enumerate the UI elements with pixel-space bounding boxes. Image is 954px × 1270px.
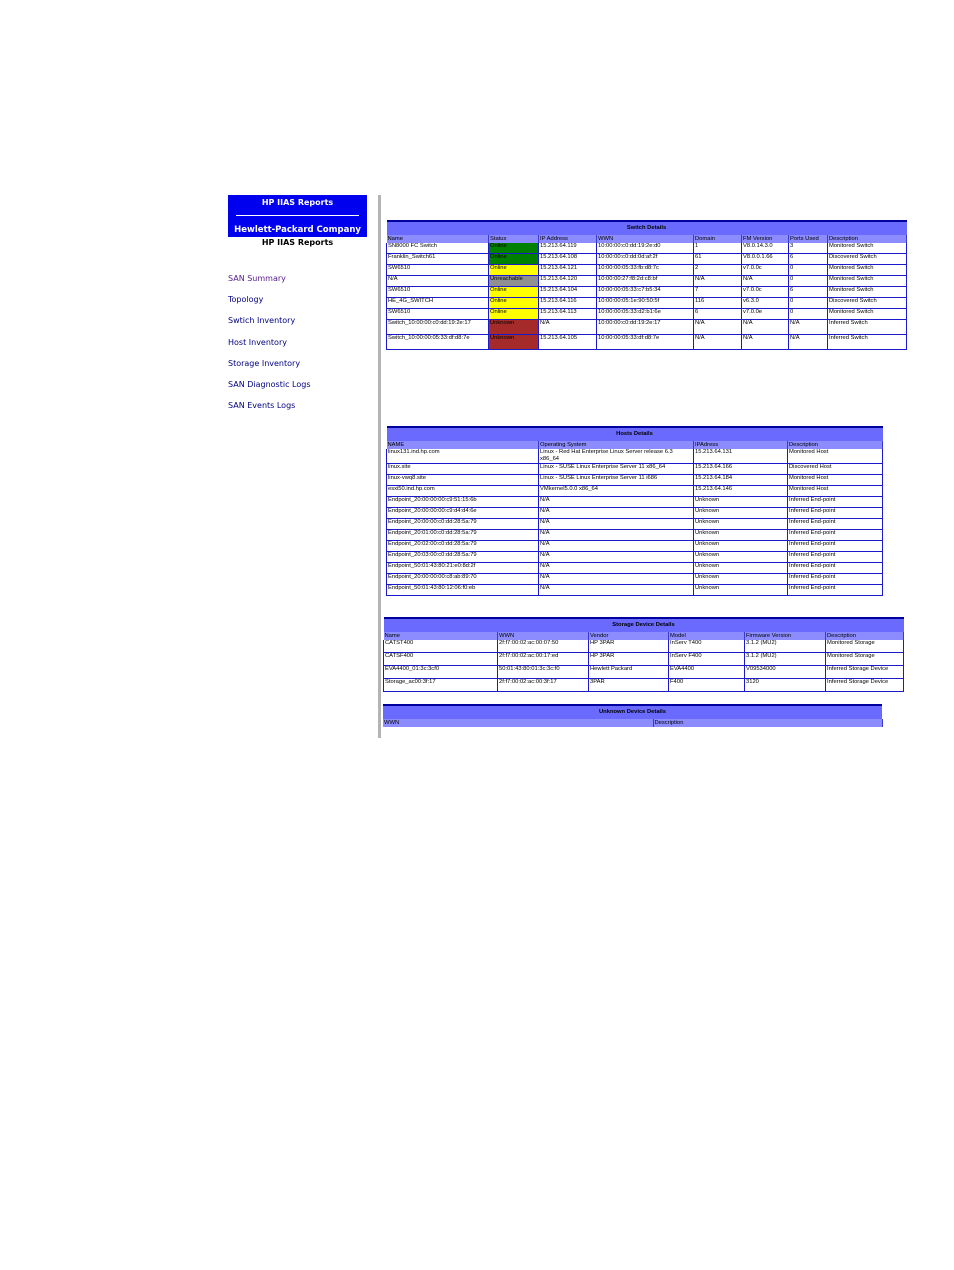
table-cell-desc: Inferred Storage Device — [826, 679, 904, 692]
table-cell-ip: Unknown — [694, 574, 788, 585]
table-row — [387, 265, 907, 276]
table-cell-name: N/A — [387, 276, 489, 287]
table-cell-name: EVA4400_01:3c:3cf0 — [384, 666, 498, 679]
table-cell-domain: N/A — [694, 320, 742, 335]
storage-details-caption: Storage Device Details — [384, 618, 904, 632]
table-cell-fm: V8.0.14.3.0 — [742, 243, 789, 254]
table-cell-wwn: 2f:f7:00:02:ac:00:17:ed — [498, 653, 589, 666]
column-header: Domain — [694, 235, 742, 243]
hosts-details-caption: Hosts Details — [387, 427, 883, 441]
table-cell-ports: 0 — [789, 265, 828, 276]
table-cell-fw: 3120 — [745, 679, 826, 692]
table-cell-desc: Inferred End-point — [788, 552, 883, 563]
table-cell-desc: Inferred Switch — [828, 335, 907, 350]
table-cell-wwn: 10:00:00:27:f8:2d:c8:bf — [597, 276, 694, 287]
table-cell-ports: 6 — [789, 287, 828, 298]
table-cell-desc: Monitored Host — [788, 449, 883, 464]
table-cell-desc: Monitored Host — [788, 475, 883, 486]
table-cell-name: linux.site — [387, 464, 539, 475]
table-row — [387, 530, 883, 541]
sidebar-nav — [228, 274, 310, 422]
table-cell-model: InServ F400 — [669, 653, 745, 666]
table-cell-fw: 3.1.2 (MU2) — [745, 653, 826, 666]
table-cell-fm: V8.0.0.1.66 — [742, 254, 789, 265]
table-row — [387, 254, 907, 265]
banner-divider — [236, 215, 359, 216]
table-cell-name: Endpoint_20:03:00:c0:dd:28:5a:79 — [387, 552, 539, 563]
table-cell-ip: 15.213.64.119 — [539, 243, 597, 254]
table-cell-domain: N/A — [694, 276, 742, 287]
table-cell-fm: v7.0.0e — [742, 309, 789, 320]
table-cell-wwn: 2f:f7:00:02:ac:00:07:50 — [498, 640, 589, 653]
table-row — [387, 486, 883, 497]
table-row — [387, 335, 907, 350]
table-row — [387, 287, 907, 298]
table-row — [387, 298, 907, 309]
table-cell-os: Linux - SUSE Linux Enterprise Server 11 i686 — [539, 475, 694, 486]
column-header: IPAdress — [694, 441, 788, 449]
table-cell-desc: Inferred End-point — [788, 530, 883, 541]
table-cell-desc: Monitored Storage — [826, 640, 904, 653]
table-cell-desc: Discovered Switch — [828, 298, 907, 309]
switch-details-table — [386, 220, 907, 350]
table-cell-name: SN8000 FC Switch — [387, 243, 489, 254]
table-cell-ip: 15.213.64.131 — [694, 449, 788, 464]
table-cell-ports: 3 — [789, 243, 828, 254]
table-cell-name: Switch_10:00:00:05:33:df:d8:7e — [387, 335, 489, 350]
table-cell-name: Endpoint_20:00:00:00:c9:d4:d4:6e — [387, 508, 539, 519]
table-cell-wwn: 10:00:00:05:33:d2:b1:6e — [597, 309, 694, 320]
table-cell-ports: 6 — [789, 254, 828, 265]
column-header: WWN — [383, 719, 653, 727]
table-cell-ports: N/A — [789, 320, 828, 335]
nav-link-topology[interactable]: Topology — [228, 295, 264, 305]
switch-details-panel — [386, 220, 882, 350]
table-cell-desc: Inferred End-point — [788, 508, 883, 519]
nav-link-host-inventory[interactable]: Host Inventory — [228, 337, 287, 347]
table-cell-fm: N/A — [742, 276, 789, 287]
column-header: Description — [826, 632, 904, 640]
table-cell-name: linux131.ind.hp.com — [387, 449, 539, 464]
frame-divider[interactable] — [378, 195, 381, 738]
table-cell-ip: Unknown — [694, 508, 788, 519]
banner-company: Hewlett-Packard Company — [234, 225, 361, 235]
table-cell-desc: Discovered Switch — [828, 254, 907, 265]
table-row — [384, 640, 904, 653]
table-cell-os: N/A — [539, 563, 694, 574]
table-cell-name: SW6510 — [387, 265, 489, 276]
table-cell-os: VMkernel5.0.0 x86_64 — [539, 486, 694, 497]
table-cell-desc: Monitored Switch — [828, 276, 907, 287]
column-header: IP Address — [539, 235, 597, 243]
table-cell-desc: Monitored Host — [788, 486, 883, 497]
nav-link-san-diagnostic-logs[interactable]: SAN Diagnostic Logs — [228, 379, 311, 389]
table-cell-fm: v7.0.0c — [742, 265, 789, 276]
table-cell-ports: N/A — [789, 335, 828, 350]
nav-link-storage-inventory[interactable]: Storage Inventory — [228, 358, 301, 368]
table-cell-ip: Unknown — [694, 530, 788, 541]
table-row — [387, 508, 883, 519]
storage-details-panel — [383, 617, 889, 692]
table-cell-ip: Unknown — [694, 585, 788, 596]
nav-link-san-events-logs[interactable]: SAN Events Logs — [228, 401, 296, 411]
status-badge: Unknown — [489, 320, 539, 335]
table-row — [387, 475, 883, 486]
status-badge: Online — [489, 254, 539, 265]
table-cell-domain: 116 — [694, 298, 742, 309]
column-header: Description — [653, 719, 882, 727]
table-row — [387, 552, 883, 563]
table-cell-wwn: 2f:f7:00:02:ac:00:3f:17 — [498, 679, 589, 692]
table-cell-name: esxi50.ind.hp.com — [387, 486, 539, 497]
table-cell-name: Franklin_Switch61 — [387, 254, 489, 265]
table-cell-wwn: 10:00:00:05:33:fb:d8:7c — [597, 265, 694, 276]
table-cell-model: F400 — [669, 679, 745, 692]
table-cell-ports: 0 — [789, 276, 828, 287]
table-row — [387, 585, 883, 596]
column-header: Description — [788, 441, 883, 449]
table-cell-vendor: HP 3PAR — [589, 653, 669, 666]
table-cell-fm: v6.3.0 — [742, 298, 789, 309]
table-cell-name: Storage_ac00:3f:17 — [384, 679, 498, 692]
table-cell-desc: Monitored Switch — [828, 287, 907, 298]
table-cell-desc: Inferred Storage Device — [826, 666, 904, 679]
unknown-details-panel — [383, 704, 882, 727]
table-cell-fw: V09534000 — [745, 666, 826, 679]
table-cell-os: N/A — [539, 552, 694, 563]
table-cell-os: N/A — [539, 508, 694, 519]
column-header: Vendor — [589, 632, 669, 640]
table-cell-model: EVA4400 — [669, 666, 745, 679]
table-cell-ip: 15.213.64.105 — [539, 335, 597, 350]
table-row — [387, 309, 907, 320]
table-cell-os: N/A — [539, 574, 694, 585]
table-cell-desc: Inferred End-point — [788, 574, 883, 585]
table-cell-vendor: Hewlett Packard — [589, 666, 669, 679]
column-header: Firmware Version — [745, 632, 826, 640]
table-cell-name: SW6510 — [387, 309, 489, 320]
status-badge: Online — [489, 298, 539, 309]
table-row — [384, 653, 904, 666]
table-cell-fm: N/A — [742, 335, 789, 350]
status-badge: Online — [489, 287, 539, 298]
table-cell-fm: v7.0.0c — [742, 287, 789, 298]
table-row — [387, 276, 907, 287]
column-header: Name — [387, 235, 489, 243]
table-cell-ip: 15.213.64.184 — [694, 475, 788, 486]
table-cell-os: N/A — [539, 585, 694, 596]
report-subtitle: HP IIAS Reports — [261, 238, 334, 247]
table-cell-name: CATST400 — [384, 640, 498, 653]
table-cell-desc: Inferred End-point — [788, 585, 883, 596]
table-cell-name: Endpoint_20:02:00:c0:dd:28:5a:79 — [387, 541, 539, 552]
table-cell-desc: Monitored Storage — [826, 653, 904, 666]
table-cell-ip: 15.213.64.166 — [694, 464, 788, 475]
column-header: WWN — [597, 235, 694, 243]
table-cell-name: linux-vwq8.site — [387, 475, 539, 486]
table-cell-wwn: 10:00:00:c0:dd:19:2e:17 — [597, 320, 694, 335]
table-row — [387, 449, 883, 464]
column-header: Ports Used — [789, 235, 828, 243]
column-header: Status — [489, 235, 539, 243]
column-header: Name — [384, 632, 498, 640]
table-cell-domain: 1 — [694, 243, 742, 254]
table-cell-name: Endpoint_20:00:00:00:c8:ab:89:70 — [387, 574, 539, 585]
table-cell-desc: Inferred End-point — [788, 497, 883, 508]
table-row — [387, 497, 883, 508]
table-cell-os: N/A — [539, 541, 694, 552]
table-cell-os: N/A — [539, 497, 694, 508]
table-row — [387, 464, 883, 475]
table-cell-desc: Monitored Switch — [828, 309, 907, 320]
table-cell-wwn: 10:00:00:05:1e:90:50:5f — [597, 298, 694, 309]
table-cell-os: Linux - Red Hat Enterprise Linux Server release 6.3 x86_64 — [539, 449, 694, 464]
table-cell-ip: 15.213.64.120 — [539, 276, 597, 287]
column-header: FM Version — [742, 235, 789, 243]
table-cell-ip: 15.213.64.146 — [694, 486, 788, 497]
table-cell-wwn: 10:00:00:05:33:df:d8:7e — [597, 335, 694, 350]
table-cell-name: Endpoint_20:00:00:00:c9:51:15:6b — [387, 497, 539, 508]
table-cell-ip: Unknown — [694, 563, 788, 574]
table-cell-ip: Unknown — [694, 519, 788, 530]
table-row — [387, 320, 907, 335]
table-cell-ip: 15.213.64.104 — [539, 287, 597, 298]
table-cell-name: Endpoint_50:01:43:80:21:e0:8d:2f — [387, 563, 539, 574]
table-cell-domain: 6 — [694, 309, 742, 320]
hosts-header-row — [387, 441, 883, 449]
storage-details-table — [383, 617, 904, 692]
table-cell-name: HE_4G_SWITCH — [387, 298, 489, 309]
table-cell-domain: 2 — [694, 265, 742, 276]
table-cell-desc: Discovered Host — [788, 464, 883, 475]
table-cell-ports: 0 — [789, 309, 828, 320]
table-cell-os: N/A — [539, 530, 694, 541]
table-cell-desc: Inferred End-point — [788, 563, 883, 574]
table-cell-domain: N/A — [694, 335, 742, 350]
table-cell-wwn: 50:01:43:80:01:3c:3c:f0 — [498, 666, 589, 679]
table-cell-ip: Unknown — [694, 541, 788, 552]
table-cell-model: InServ T400 — [669, 640, 745, 653]
column-header: Model — [669, 632, 745, 640]
table-cell-name: CATSF400 — [384, 653, 498, 666]
table-cell-ip: Unknown — [694, 497, 788, 508]
status-badge: Online — [489, 243, 539, 254]
table-cell-wwn: 10:00:00:c0:dd:19:2e:d0 — [597, 243, 694, 254]
table-cell-ip: 15.213.64.108 — [539, 254, 597, 265]
switch-header-row — [387, 235, 907, 243]
table-row — [387, 574, 883, 585]
table-cell-domain: 7 — [694, 287, 742, 298]
hosts-details-table — [386, 426, 883, 596]
table-cell-name: SW6510 — [387, 287, 489, 298]
nav-link-switch-inventory[interactable]: Swtich Inventory — [228, 316, 296, 326]
nav-link-san-summary[interactable]: SAN Summary — [228, 274, 286, 283]
table-cell-fw: 3.1.2 (MU2) — [745, 640, 826, 653]
table-cell-desc: Monitored Switch — [828, 243, 907, 254]
table-cell-name: Endpoint_50:01:43:80:12:06:f0:eb — [387, 585, 539, 596]
table-cell-os: Linux - SUSE Linux Enterprise Server 11 x86_64 — [539, 464, 694, 475]
unknown-header-row — [383, 719, 882, 727]
table-row — [387, 541, 883, 552]
table-cell-fm: N/A — [742, 320, 789, 335]
table-cell-ip: 15.213.64.113 — [539, 309, 597, 320]
storage-header-row — [384, 632, 904, 640]
table-cell-desc: Inferred End-point — [788, 519, 883, 530]
table-cell-ports: 0 — [789, 298, 828, 309]
table-cell-ip: Unknown — [694, 552, 788, 563]
table-cell-name: Endpoint_20:00:00:c0:dd:28:5a:79 — [387, 519, 539, 530]
table-cell-ip: 15.213.64.116 — [539, 298, 597, 309]
table-cell-desc: Inferred End-point — [788, 541, 883, 552]
column-header: WWN — [498, 632, 589, 640]
status-badge: Online — [489, 309, 539, 320]
table-row — [387, 563, 883, 574]
unknown-details-table — [383, 704, 883, 727]
banner-title: HP IIAS Reports — [261, 198, 334, 207]
table-row — [384, 679, 904, 692]
table-cell-name: Switch_10:00:00:c0:dd:19:2e:17 — [387, 320, 489, 335]
table-cell-desc: Monitored Switch — [828, 265, 907, 276]
column-header: NAME — [387, 441, 539, 449]
table-cell-wwn: 10:00:00:c0:dd:0d:af:2f — [597, 254, 694, 265]
table-cell-domain: 61 — [694, 254, 742, 265]
table-cell-desc: Inferred Switch — [828, 320, 907, 335]
switch-details-caption: Switch Details — [387, 221, 907, 235]
table-row — [387, 519, 883, 530]
table-cell-wwn: 10:00:00:05:33:c7:b5:34 — [597, 287, 694, 298]
table-cell-vendor: HP 3PAR — [589, 640, 669, 653]
column-header: Operating System — [539, 441, 694, 449]
column-header: Description — [828, 235, 907, 243]
status-badge: Unreachable — [489, 276, 539, 287]
unknown-details-caption: Unknown Device Details — [383, 705, 882, 719]
report-banner — [228, 195, 367, 237]
table-cell-name: Endpoint_20:01:00:c0:dd:28:5a:79 — [387, 530, 539, 541]
table-cell-os: N/A — [539, 519, 694, 530]
status-badge: Unknown — [489, 335, 539, 350]
hosts-details-panel — [386, 426, 882, 596]
table-cell-ip: N/A — [539, 320, 597, 335]
status-badge: Online — [489, 265, 539, 276]
table-row — [384, 666, 904, 679]
table-cell-vendor: 3PAR — [589, 679, 669, 692]
table-row — [387, 243, 907, 254]
table-cell-ip: 15.213.64.121 — [539, 265, 597, 276]
